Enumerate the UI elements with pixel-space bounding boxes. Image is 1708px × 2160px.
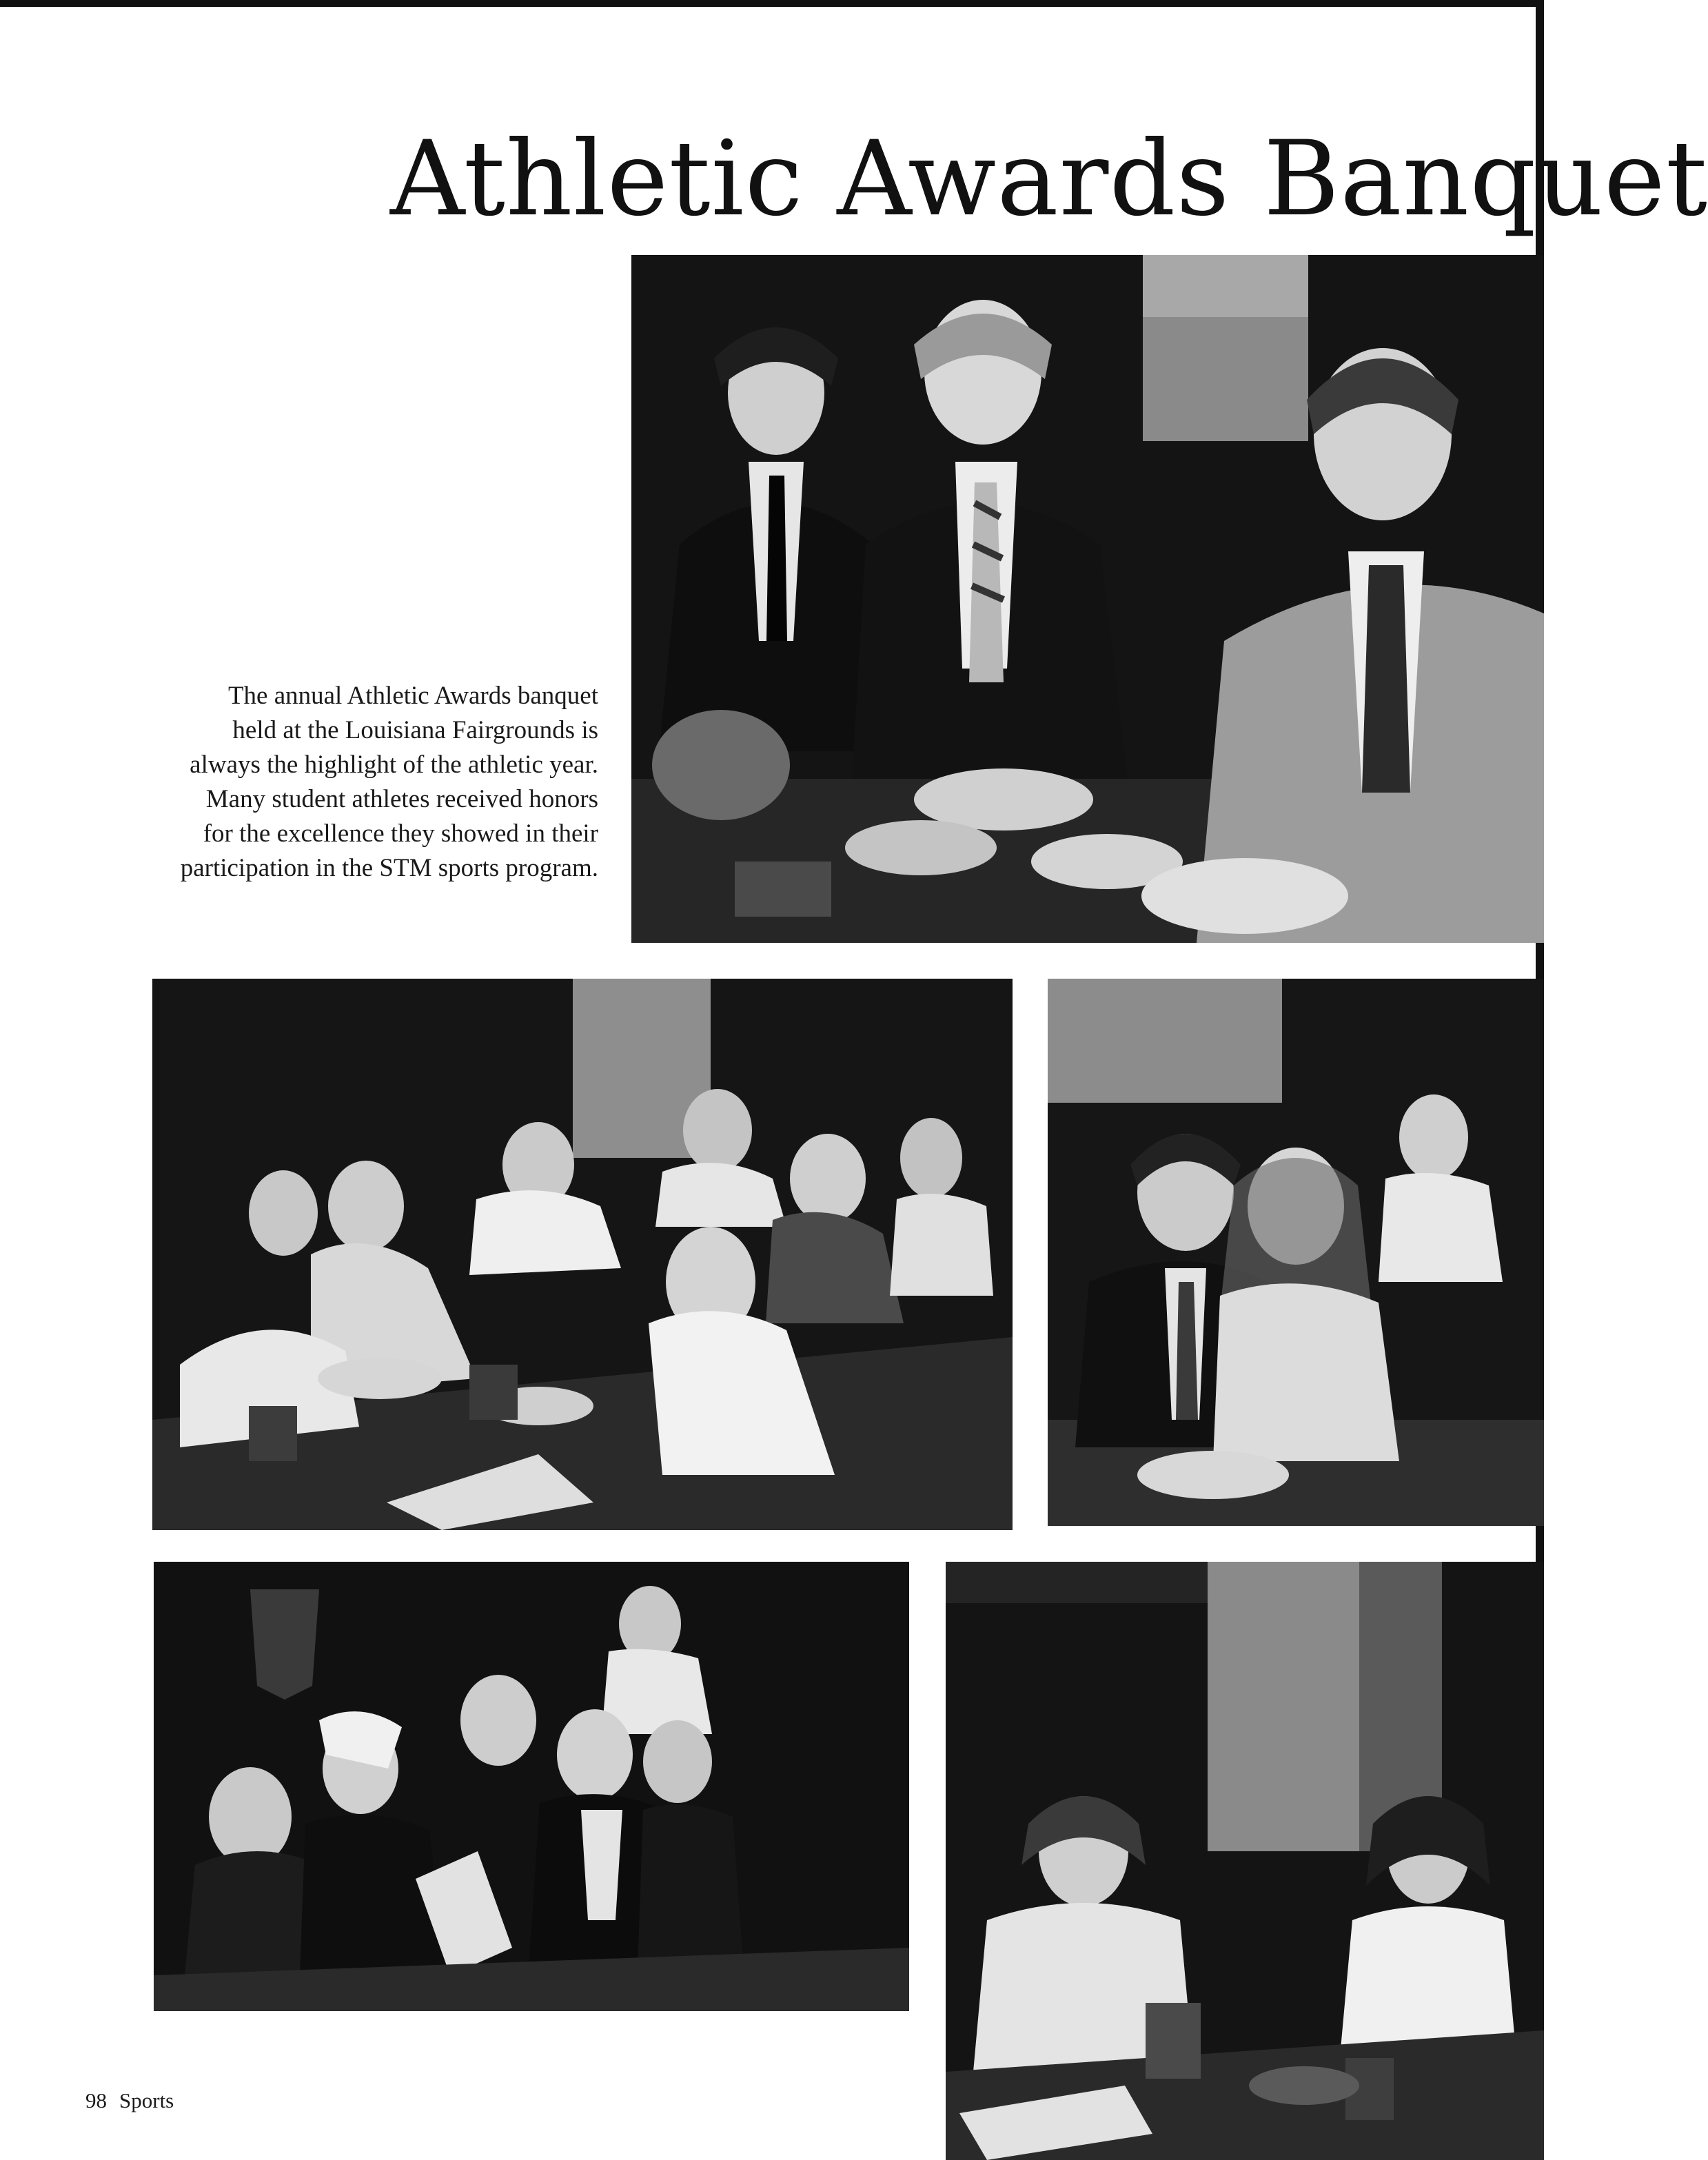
top-scan-border xyxy=(0,0,1544,7)
banquet-photo-girls-table xyxy=(152,979,1013,1530)
page-number: 98 xyxy=(85,2088,107,2112)
banquet-photo-three-boys xyxy=(631,255,1544,943)
banquet-photo-couple xyxy=(1048,979,1544,1526)
section-name: Sports xyxy=(119,2088,174,2112)
photo-caption: The annual Athletic Awards banquet held at the Louisiana Fairgrounds is always the highlight of the athletic year. Many student athletes received honors for the excellence they showed in their participation in the STM sports program. xyxy=(180,682,598,882)
banquet-photo-boys-group xyxy=(154,1562,909,2011)
page-footer xyxy=(85,2088,186,2113)
banquet-photo-two-girls xyxy=(946,1562,1544,2160)
page-title: Athletic Awards Banquet xyxy=(390,119,1708,239)
